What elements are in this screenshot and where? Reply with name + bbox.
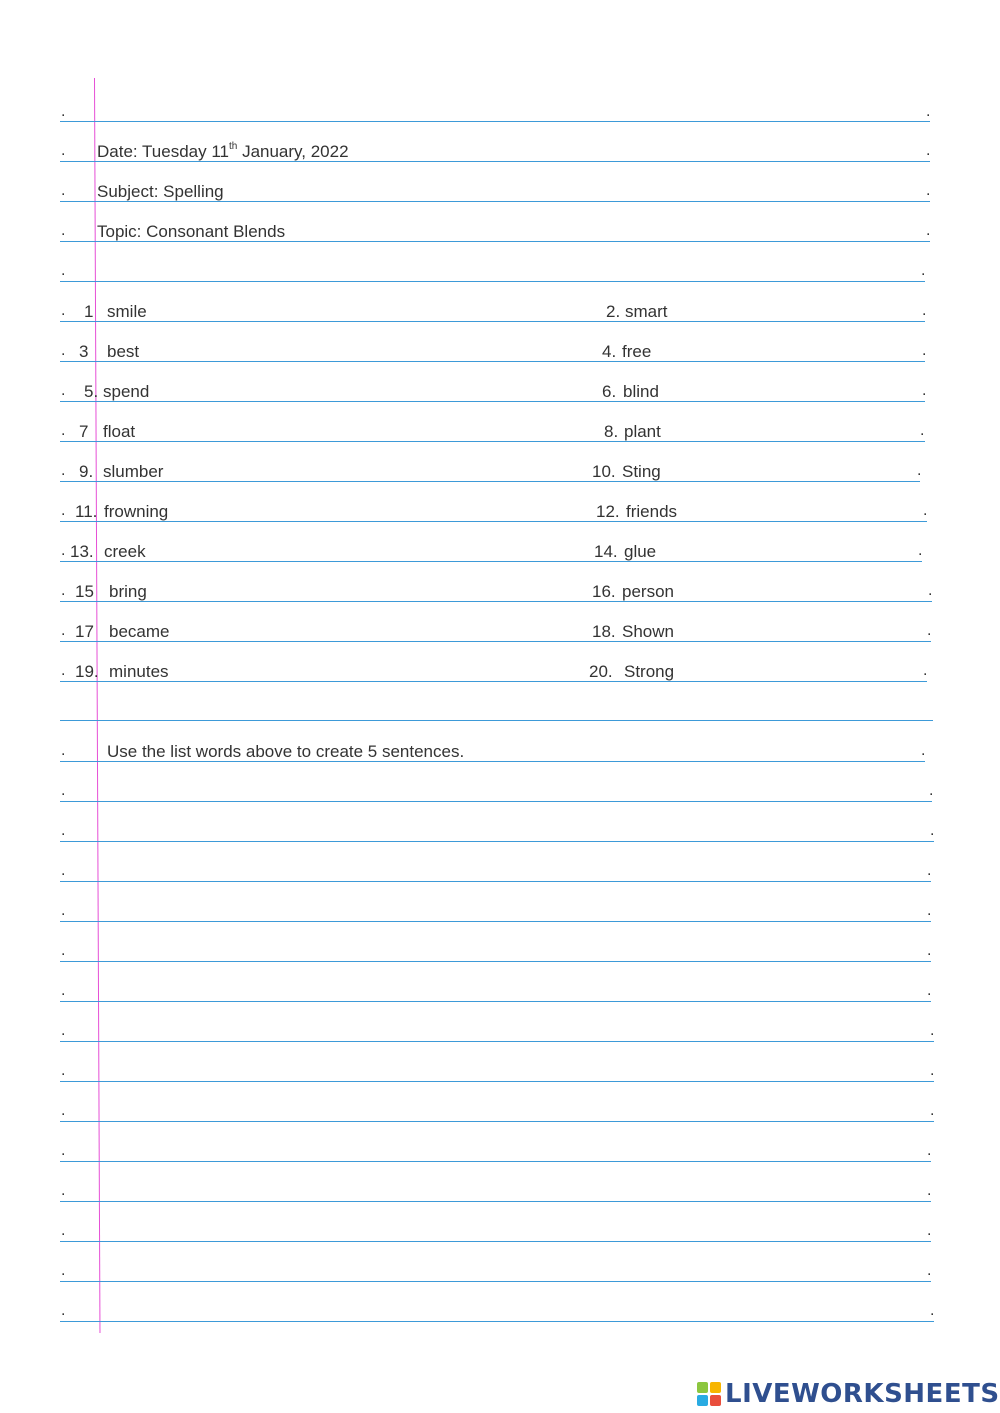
line-dot: . [930, 1062, 935, 1079]
word-number: 3 [79, 342, 89, 361]
line-dot: . [61, 1262, 66, 1279]
line-dot: . [61, 1102, 66, 1119]
line-dot: . [926, 222, 931, 239]
line-dot: . [921, 262, 926, 279]
line-dot: . [61, 302, 66, 319]
spelling-word: frowning [104, 502, 169, 521]
spelling-word: Strong [624, 662, 675, 681]
line-dot: . [61, 342, 66, 359]
writing-line[interactable] [60, 1201, 931, 1202]
line-dot: . [61, 1302, 66, 1319]
line-dot: . [61, 542, 66, 559]
spelling-word: creek [104, 542, 146, 561]
line-dot: . [922, 382, 927, 399]
line-dot: . [927, 1142, 932, 1159]
spelling-word: bring [109, 582, 147, 601]
writing-line[interactable] [60, 801, 932, 802]
line-dot: . [923, 502, 928, 519]
line-dot: . [61, 422, 66, 439]
line-dot: . [930, 1102, 935, 1119]
line-dot: . [926, 182, 931, 199]
writing-line[interactable] [60, 1161, 931, 1162]
writing-line[interactable] [60, 881, 931, 882]
word-number: 2. [606, 302, 621, 321]
spelling-word: spend [103, 382, 150, 401]
word-number: 12. [596, 502, 620, 521]
rule-line [60, 681, 927, 682]
line-dot: . [61, 942, 66, 959]
line-dot: . [927, 862, 932, 879]
spelling-word: smart [625, 302, 668, 321]
date-suffix: January, 2022 [237, 142, 349, 161]
margin-line [94, 78, 100, 1333]
line-dot: . [927, 1182, 932, 1199]
rule-line [60, 321, 925, 322]
line-dot: . [61, 1062, 66, 1079]
rule-line [60, 281, 925, 282]
spelling-word: person [622, 582, 674, 601]
line-dot: . [927, 622, 932, 639]
line-dot: . [61, 662, 66, 679]
rule-line [60, 401, 925, 402]
liveworksheets-logo-icon [697, 1382, 721, 1406]
word-number: 18. [592, 622, 616, 641]
topic-line: Topic: Consonant Blends [97, 222, 286, 241]
line-dot: . [61, 1182, 66, 1199]
line-dot: . [61, 222, 66, 239]
line-dot: . [61, 982, 66, 999]
line-dot: . [926, 142, 931, 159]
line-dot: . [927, 902, 932, 919]
spelling-word: float [103, 422, 136, 441]
spelling-word: best [107, 342, 140, 361]
line-dot: . [61, 462, 66, 479]
subject-line: Subject: Spelling [97, 182, 224, 201]
rule-line [60, 521, 927, 522]
writing-line[interactable] [60, 1241, 931, 1242]
rule-line [60, 441, 925, 442]
writing-line[interactable] [60, 1041, 934, 1042]
line-dot: . [61, 182, 66, 199]
writing-line[interactable] [60, 841, 934, 842]
date-line [97, 142, 349, 162]
line-dot: . [61, 1142, 66, 1159]
line-dot: . [927, 1262, 932, 1279]
word-number: 19. [75, 662, 99, 681]
date-prefix: Date: Tuesday 11 [97, 142, 229, 161]
line-dot: . [930, 822, 935, 839]
line-dot: . [923, 662, 928, 679]
writing-line[interactable] [60, 1001, 931, 1002]
word-number: 9. [79, 462, 94, 481]
spelling-word: friends [626, 502, 678, 521]
line-dot: . [61, 742, 66, 759]
writing-line[interactable] [60, 921, 931, 922]
liveworksheets-logo[interactable] [697, 1378, 1000, 1410]
logo-text: LIVEWORKSHEETS [725, 1379, 1000, 1409]
rule-line [60, 720, 933, 721]
word-number: 5. [84, 382, 99, 401]
line-dot: . [918, 542, 923, 559]
line-dot: . [61, 382, 66, 399]
spelling-word: slumber [103, 462, 164, 481]
line-dot: . [922, 302, 927, 319]
spelling-word: smile [107, 302, 147, 321]
word-number: 13. [70, 542, 94, 561]
line-dot: . [926, 103, 931, 120]
writing-line[interactable] [60, 1081, 934, 1082]
spelling-word: glue [624, 542, 657, 561]
line-dot: . [929, 782, 934, 799]
line-dot: . [930, 1022, 935, 1039]
line-dot: . [61, 862, 66, 879]
line-dot: . [61, 103, 66, 120]
spelling-word: free [622, 342, 652, 361]
line-dot: . [61, 142, 66, 159]
line-dot: . [61, 502, 66, 519]
line-dot: . [927, 942, 932, 959]
line-dot: . [927, 982, 932, 999]
line-dot: . [927, 1222, 932, 1239]
word-number: 10. [592, 462, 616, 481]
writing-line[interactable] [60, 1321, 934, 1322]
word-number: 14. [594, 542, 618, 561]
word-number: 16. [592, 582, 616, 601]
line-dot: . [61, 822, 66, 839]
spelling-word: Shown [622, 622, 674, 641]
spelling-word: plant [624, 422, 661, 441]
spelling-word: minutes [109, 662, 169, 681]
word-number: 11. [75, 502, 98, 521]
line-dot: . [917, 462, 922, 479]
word-number: 17 [75, 622, 94, 641]
line-dot: . [920, 422, 925, 439]
rule-line [60, 361, 925, 362]
line-dot: . [61, 582, 66, 599]
writing-line[interactable] [60, 1121, 934, 1122]
line-dot: . [921, 742, 926, 759]
line-dot: . [61, 902, 66, 919]
writing-line[interactable] [60, 961, 931, 962]
word-number: 15 [75, 582, 94, 601]
spelling-word: blind [623, 382, 659, 401]
rule-line [60, 601, 932, 602]
rule-line [60, 561, 922, 562]
word-number: 7 [79, 422, 89, 441]
word-number: 6. [602, 382, 617, 401]
spelling-word: became [109, 622, 170, 641]
instruction-text: Use the list words above to create 5 sentences. [107, 742, 465, 761]
rule-line [60, 641, 931, 642]
word-number: 8. [604, 422, 619, 441]
line-dot: . [61, 622, 66, 639]
writing-line[interactable] [60, 1281, 931, 1282]
word-number: 20. [589, 662, 613, 681]
date-superscript: th [229, 141, 238, 152]
rule-line [60, 481, 920, 482]
line-dot: . [61, 1022, 66, 1039]
spelling-word: Sting [622, 462, 661, 481]
word-number: 4. [602, 342, 617, 361]
rule-line [60, 121, 930, 122]
word-number: 1 [84, 302, 94, 321]
line-dot: . [928, 582, 933, 599]
line-dot: . [922, 342, 927, 359]
line-dot: . [61, 262, 66, 279]
line-dot: . [61, 782, 66, 799]
line-dot: . [930, 1302, 935, 1319]
line-dot: . [61, 1222, 66, 1239]
